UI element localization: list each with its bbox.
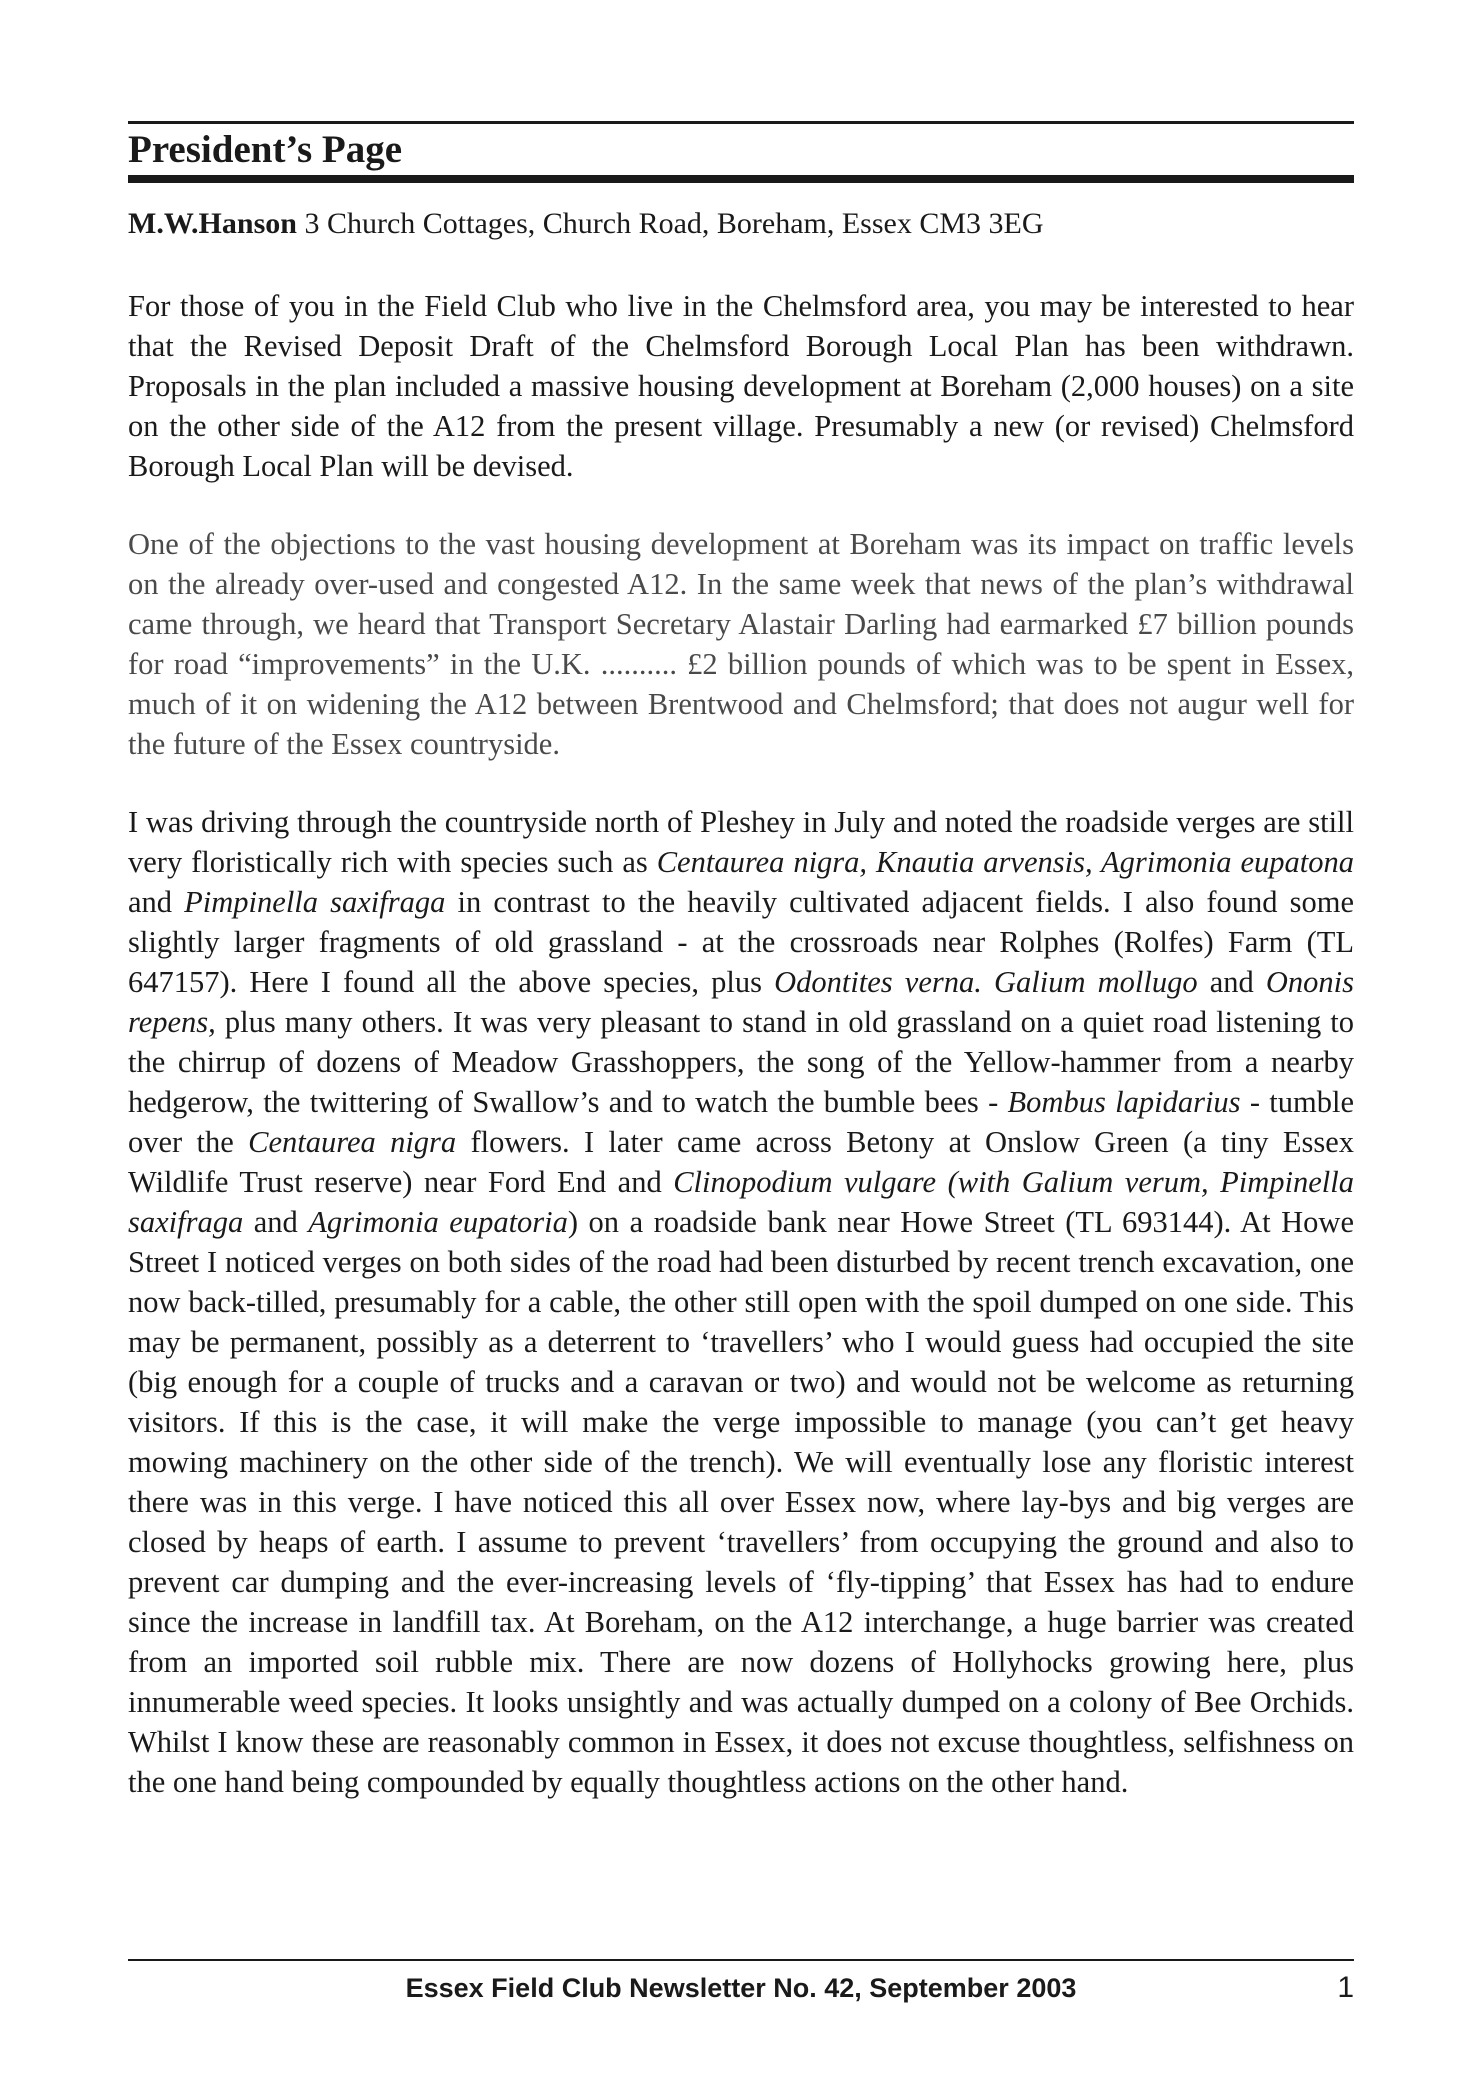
species-name: Pimpinella saxifraga xyxy=(184,885,446,919)
text-run: and xyxy=(128,885,185,919)
page-footer xyxy=(128,1968,1354,2008)
paragraph-3 xyxy=(128,802,1354,1802)
paragraph-1: For those of you in the Field Club who live in the Chelmsford area, you may be interested to hear that the Revised Deposit Draft of the Chelmsford Borough Local Plan has been withdrawn. Proposals in the plan included a massive housing development at Boreham (2,000 houses) on a site on the other side of the A12 from the present village. Presumably a new (or revised) Chelmsford Borough Local Plan will be devised. xyxy=(128,289,1354,483)
page-title: President’s Page xyxy=(128,128,403,171)
text-run: I was driving through the countryside north of Pleshey in July and noted the roadside verges are still very floristically rich with species such as xyxy=(128,805,1354,879)
species-name: Centaurea nigra xyxy=(248,1125,457,1159)
author-name: M.W.Hanson xyxy=(128,207,297,240)
article-body xyxy=(128,286,1354,1840)
text-run: ) on a roadside bank near Howe Street (TL 693144). At Howe Street I noticed verges on both sides of the road had been disturbed by recent trench excavation, one now back-tilled, presumably for a cable, the other still open with the spoil dumped on one side. This may be permanent, possibly as a deterrent to ‘travellers’ who I would guess had occupied the site (big enough for a couple of trucks and a caravan or two) and would not be welcome as returning visitors. If this is the case, it will make the verge impossible to manage (you can’t get heavy mowing machinery on the other side of the trench). We will eventually lose any floristic interest there was in this verge. I have noticed this all over Essex now, where lay-bys and big verges are closed by heaps of earth. I assume to prevent ‘travellers’ from occupying the ground and also to prevent car dumping and the ever-increasing levels of ‘fly-tipping’ that Essex has had to endure since the increase in landfill tax. At Boreham, on the A12 interchange, a huge barrier was created from an imported soil rubble mix. There are now dozens of Hollyhocks growing here, plus innumerable weed species. It looks unsightly and was actually dumped on a colony of Bee Orchids. Whilst I know these are reasonably common in Essex, it does not excuse thoughtless, selfishness on the one hand being compounded by equally thoughtless actions on the other hand. xyxy=(128,1205,1354,1799)
title-rule xyxy=(128,175,1354,183)
species-name: Clinopodium vulgare (with Galium verum, Pimpinella saxifraga xyxy=(128,1165,1354,1239)
text-run: in contrast to the heavily cultivated adjacent fields. I also found some slightly larger fragments of old grassland - at the crossroads near Rolphes (Rolfes) Farm (TL 647157). Here I found all the above species, plus xyxy=(128,885,1354,999)
top-rule xyxy=(128,121,1354,124)
species-name: Agrimonia eupatoria xyxy=(308,1205,568,1239)
text-run: - tumble over the xyxy=(128,1085,1355,1159)
species-name: Odontites verna. Galium mollugo xyxy=(774,965,1198,999)
paragraph-2: One of the objections to the vast housing development at Boreham was its impact on traffic levels on the already over-used and congested A12. In the same week that news of the plan’s withdrawal came through, we heard that Transport Secretary Alastair Darling had earmarked £7 billion pounds for road “improvements” in the U.K. .......... £2 billion pounds of which was to be spent in Essex, much of it on widening the A12 between Brentwood and Chelmsford; that does not augur well for the future of the Essex countryside. xyxy=(128,527,1354,761)
species-name: Centaurea nigra, Knautia arvensis, Agrimonia eupatona xyxy=(656,845,1354,879)
text-run: plus many others. It was very pleasant to stand in old grassland on a quiet road listening to the chirrup of dozens of Meadow Grasshoppers, the song of the Yellow-hammer from a nearby hedgerow, the twittering of Swallow’s and to watch the bumble bees - xyxy=(128,1005,1354,1119)
author-line xyxy=(128,204,1354,244)
species-name: Ononis repens, xyxy=(128,965,1354,1039)
author-address: 3 Church Cottages, Church Road, Boreham, Essex CM3 3EG xyxy=(296,207,1044,240)
species-name: Bombus lapidarius xyxy=(1007,1085,1241,1119)
text-run: flowers. I later came across Betony at Onslow Green (a tiny Essex Wildlife Trust reserve) near Ford End and xyxy=(128,1125,1354,1199)
publication-line: Essex Field Club Newsletter No. 42, September 2003 xyxy=(405,1973,1077,2003)
page-number: 1 xyxy=(1337,1971,1354,2004)
text-run: and xyxy=(243,1205,309,1239)
text-run: and xyxy=(1197,965,1266,999)
footer-rule xyxy=(128,1959,1354,1961)
